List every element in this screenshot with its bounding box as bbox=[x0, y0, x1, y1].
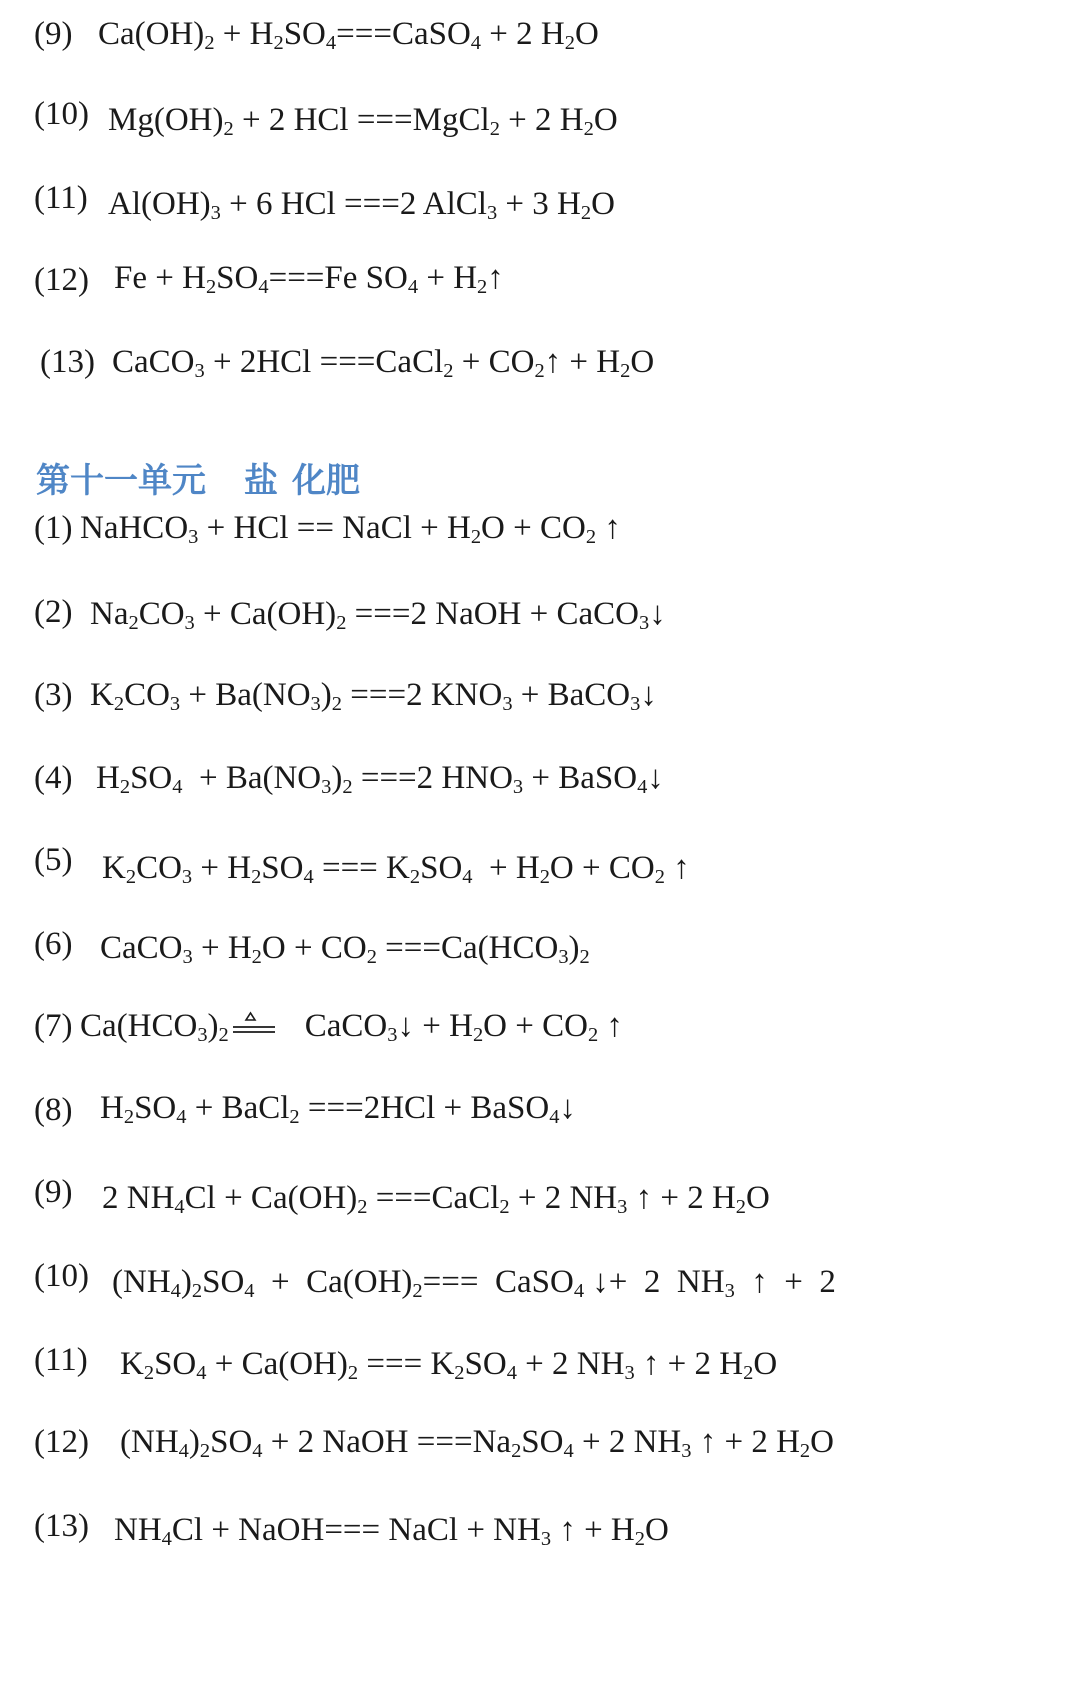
equation-number: (10) bbox=[34, 96, 89, 132]
equation-number: (12) bbox=[34, 1424, 89, 1460]
equation: CaCO$_3$ + $H_2O + CO_2 ===Ca(HCO_3)_2$ bbox=[100, 930, 590, 969]
equation-number: (9) bbox=[34, 1174, 73, 1210]
equation-left-side: $Ca(HCO_3)_2$ bbox=[80, 1008, 229, 1047]
equation-number: (8) bbox=[34, 1092, 73, 1128]
equation: NaHCO$_3$ + HCl == NaCl + $H_2O + CO_2$ ↑ bbox=[80, 510, 621, 549]
equation-number: (11) bbox=[34, 180, 88, 216]
equation: $(NH_4)_2SO_4 + Ca(OH)_2===$ CaSO$_4$ ↓+ 2 $NH_3$ ↑ + 2 bbox=[112, 1264, 836, 1303]
section-heading bbox=[36, 460, 360, 502]
equation: $Fe + H_2SO_4===Fe$ $SO_4$ + $H_2↑$ bbox=[114, 260, 504, 299]
equation-number: (5) bbox=[34, 842, 73, 878]
section-heading-unit: 第十一单元 bbox=[36, 461, 206, 501]
equation-number: (13) bbox=[40, 344, 95, 380]
equation: $K_2SO_4 + Ca(OH)_2$ === $K_2SO_4 + 2$ $NH_3$ ↑ + 2 $H_2O$ bbox=[120, 1346, 778, 1385]
equation: $K_2CO_3 + H_2SO_4$ === $K_2SO_4 + H_2O + CO_2$ ↑ bbox=[102, 850, 690, 889]
equation-number: (9) bbox=[34, 16, 73, 52]
equation: $Ca(OH)_2$ + $H_2SO_4===CaSO_4 + 2$ $H_2O$ bbox=[98, 16, 599, 55]
equation-number: (12) bbox=[34, 262, 89, 298]
equation: $Mg(OH)_2 + 2$ HCl ===MgCl$_2$ + 2 $H_2O$ bbox=[108, 102, 618, 141]
equation-number: (13) bbox=[34, 1508, 89, 1544]
equation-number: (4) bbox=[34, 760, 73, 796]
equation: $K_2CO_3 + Ba(NO_3)_2 ===2$ $KNO_3$ + BaCO$_3$↓ bbox=[90, 677, 657, 716]
equation: $(NH_4)_2SO_4 + 2$ NaOH $===Na_2SO_4 + 2$ $NH_3$ ↑ + 2 $H_2O$ bbox=[120, 1424, 834, 1463]
equation: 2 $NH_4Cl + Ca(OH)_2$ ===CaCl$_2$ + 2 $NH_3$ ↑ + 2 $H_2O$ bbox=[102, 1180, 770, 1219]
equation: $Al(OH)_3 + 6$ HCl ===2 AlCl$_3$ + 3 $H_2O$ bbox=[108, 186, 615, 225]
equation: $NH_4Cl$ + NaOH=== NaCl + $NH_3$ ↑ + $H_2O$ bbox=[114, 1512, 669, 1551]
heat-symbol-icon bbox=[229, 1008, 281, 1038]
equation-right-side: CaCO$_3$↓ + $H_2O + CO_2$ ↑ bbox=[304, 1008, 623, 1047]
equation-number: (7) bbox=[34, 1008, 73, 1044]
section-heading-salt: 盐 bbox=[244, 461, 278, 501]
equation: $H_2SO_4 + Ba(NO_3)_2 ===2$ $HNO_3$ + BaSO$_4$↓ bbox=[96, 760, 664, 799]
equation-number: (10) bbox=[34, 1258, 89, 1294]
equation-number: (1) bbox=[34, 510, 73, 546]
section-heading-fertilizer: 化肥 bbox=[292, 461, 360, 501]
equation: $Na_2CO_3 + Ca(OH)_2 ===2$ NaOH + CaCO$_3$↓ bbox=[90, 596, 666, 635]
equation-number: (2) bbox=[34, 594, 73, 630]
equation-number: (3) bbox=[34, 677, 73, 713]
equation bbox=[80, 1006, 623, 1046]
equation-number: (6) bbox=[34, 926, 73, 962]
equation-number: (11) bbox=[34, 1342, 88, 1378]
equation: CaCO$_3$ + 2HCl ===CaCl$_2$ + $CO_2↑ + H_2O$ bbox=[112, 344, 655, 383]
equation: $H_2SO_4$ + BaCl$_2$ ===2HCl + BaSO$_4$↓ bbox=[100, 1090, 576, 1129]
